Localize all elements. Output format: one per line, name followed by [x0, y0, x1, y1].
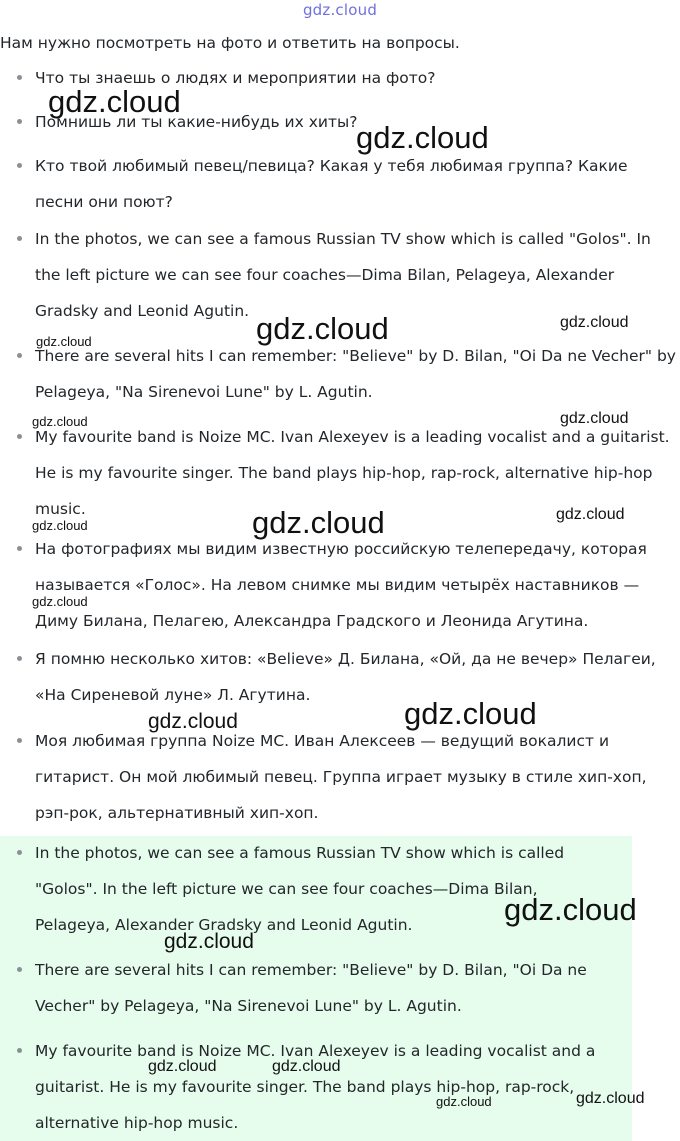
- watermark: gdz.cloud: [148, 710, 238, 733]
- list-item: [0, 952, 632, 1033]
- answer-list: [0, 835, 632, 1140]
- bullet-icon: [17, 434, 22, 439]
- bullet-icon: [17, 163, 22, 168]
- list-item-text: My favourite band is Noize MC. Ivan Alexeyev is a leading vocalist and a guitarist. He is my favourite singer. The band plays hip-hop, rap-rock, alternative hip-hop music.: [35, 428, 670, 518]
- watermark: gdz.cloud: [356, 120, 489, 155]
- bullet-icon: [17, 546, 22, 551]
- bullet-icon: [17, 119, 22, 124]
- list-item-text: There are several hits I can remember: "Believe" by D. Bilan, "Oi Da ne Vecher" by Pelageya, "Na Sirenevoi Lune" by L. Agutin.: [35, 961, 587, 1015]
- list-item: [0, 723, 680, 831]
- bullet-icon: [17, 1048, 22, 1053]
- list-item-text: Я помню несколько хитов: «Believe» Д. Билана, «Ой, да не вечер» Пелагеи, «На Сиреневой луне» Л. Агутина.: [35, 650, 656, 704]
- watermark: gdz.cloud: [560, 314, 629, 331]
- list-item-text: Помнишь ли ты какие-нибудь их хиты?: [35, 113, 358, 131]
- watermark: gdz.cloud: [32, 594, 88, 609]
- intro-text: Нам нужно посмотреть на фото и ответить на вопросы.: [0, 34, 460, 52]
- watermark: gdz.cloud: [32, 518, 88, 533]
- watermark: gdz.cloud: [556, 506, 625, 523]
- bullet-icon: [17, 967, 22, 972]
- bullet-icon: [17, 353, 22, 358]
- list-item: [0, 531, 680, 641]
- watermark: gdz.cloud: [504, 892, 637, 927]
- list-item: [0, 338, 680, 419]
- watermark: gdz.cloud: [164, 930, 254, 953]
- list-item-text: На фотографиях мы видим известную российскую телепередачу, которая называется «Голос». На левом снимке мы видим четырёх наставников — Диму Билана, Пелагею, Александра Градского и Леонида Агутина.: [35, 540, 647, 630]
- list-item-text: There are several hits I can remember: "Believe" by D. Bilan, "Oi Da ne Vecher" by Pelageya, "Na Sirenevoi Lune" by L. Agutin.: [35, 347, 676, 401]
- list-item-text: My favourite band is Noize MC. Ivan Alexeyev is a leading vocalist and a guitarist. He is my favourite singer. The band plays hip-hop, rap-rock, alternative hip-hop music.: [35, 1042, 596, 1132]
- watermark: gdz.cloud: [36, 334, 92, 349]
- watermark: gdz.cloud: [272, 1058, 341, 1075]
- list-item-text: Кто твой любимый певец/певица? Какая у тебя любимая группа? Какие песни они поют?: [35, 157, 628, 211]
- list-item: [0, 148, 680, 221]
- watermark: gdz.cloud: [436, 1094, 492, 1109]
- list-item-text: In the photos, we can see a famous Russian TV show which is called "Golos". In the left picture we can see four coaches—Dima Bilan, Pelageya, Alexander Gradsky and Leonid Agutin.: [35, 230, 651, 320]
- watermark: gdz.cloud: [252, 505, 385, 540]
- watermark: gdz.cloud: [576, 1090, 645, 1107]
- watermark: gdz.cloud: [48, 84, 181, 119]
- bullet-icon: [17, 656, 22, 661]
- bullet-icon: [17, 850, 22, 855]
- list-item-text: Моя любимая группа Noize MC. Иван Алексеев — ведущий вокалист и гитарист. Он мой любимый певец. Группа играет музыку в стиле хип-хоп, рэп-рок, альтернативный хип-хоп.: [35, 732, 647, 822]
- watermark: gdz.cloud: [560, 410, 629, 427]
- watermark: gdz.cloud: [256, 311, 389, 346]
- list-item: [0, 1033, 632, 1140]
- bullet-icon: [17, 75, 22, 80]
- list-item-text: In the photos, we can see a famous Russian TV show which is called "Golos". In the left picture we can see four coaches—Dima Bilan, Pelageya, Alexander Gradsky and Leonid Agutin.: [35, 844, 565, 934]
- site-brand-link[interactable]: gdz.cloud: [302, 1, 378, 19]
- list-item-text: Что ты знаешь о людях и мероприятии на фото?: [35, 69, 436, 87]
- bullet-icon: [17, 236, 22, 241]
- watermark: gdz.cloud: [32, 414, 88, 429]
- bullet-icon: [17, 738, 22, 743]
- watermark: gdz.cloud: [148, 1058, 217, 1075]
- list-item: [0, 641, 680, 723]
- question-list: [0, 60, 680, 831]
- watermark: gdz.cloud: [404, 696, 537, 731]
